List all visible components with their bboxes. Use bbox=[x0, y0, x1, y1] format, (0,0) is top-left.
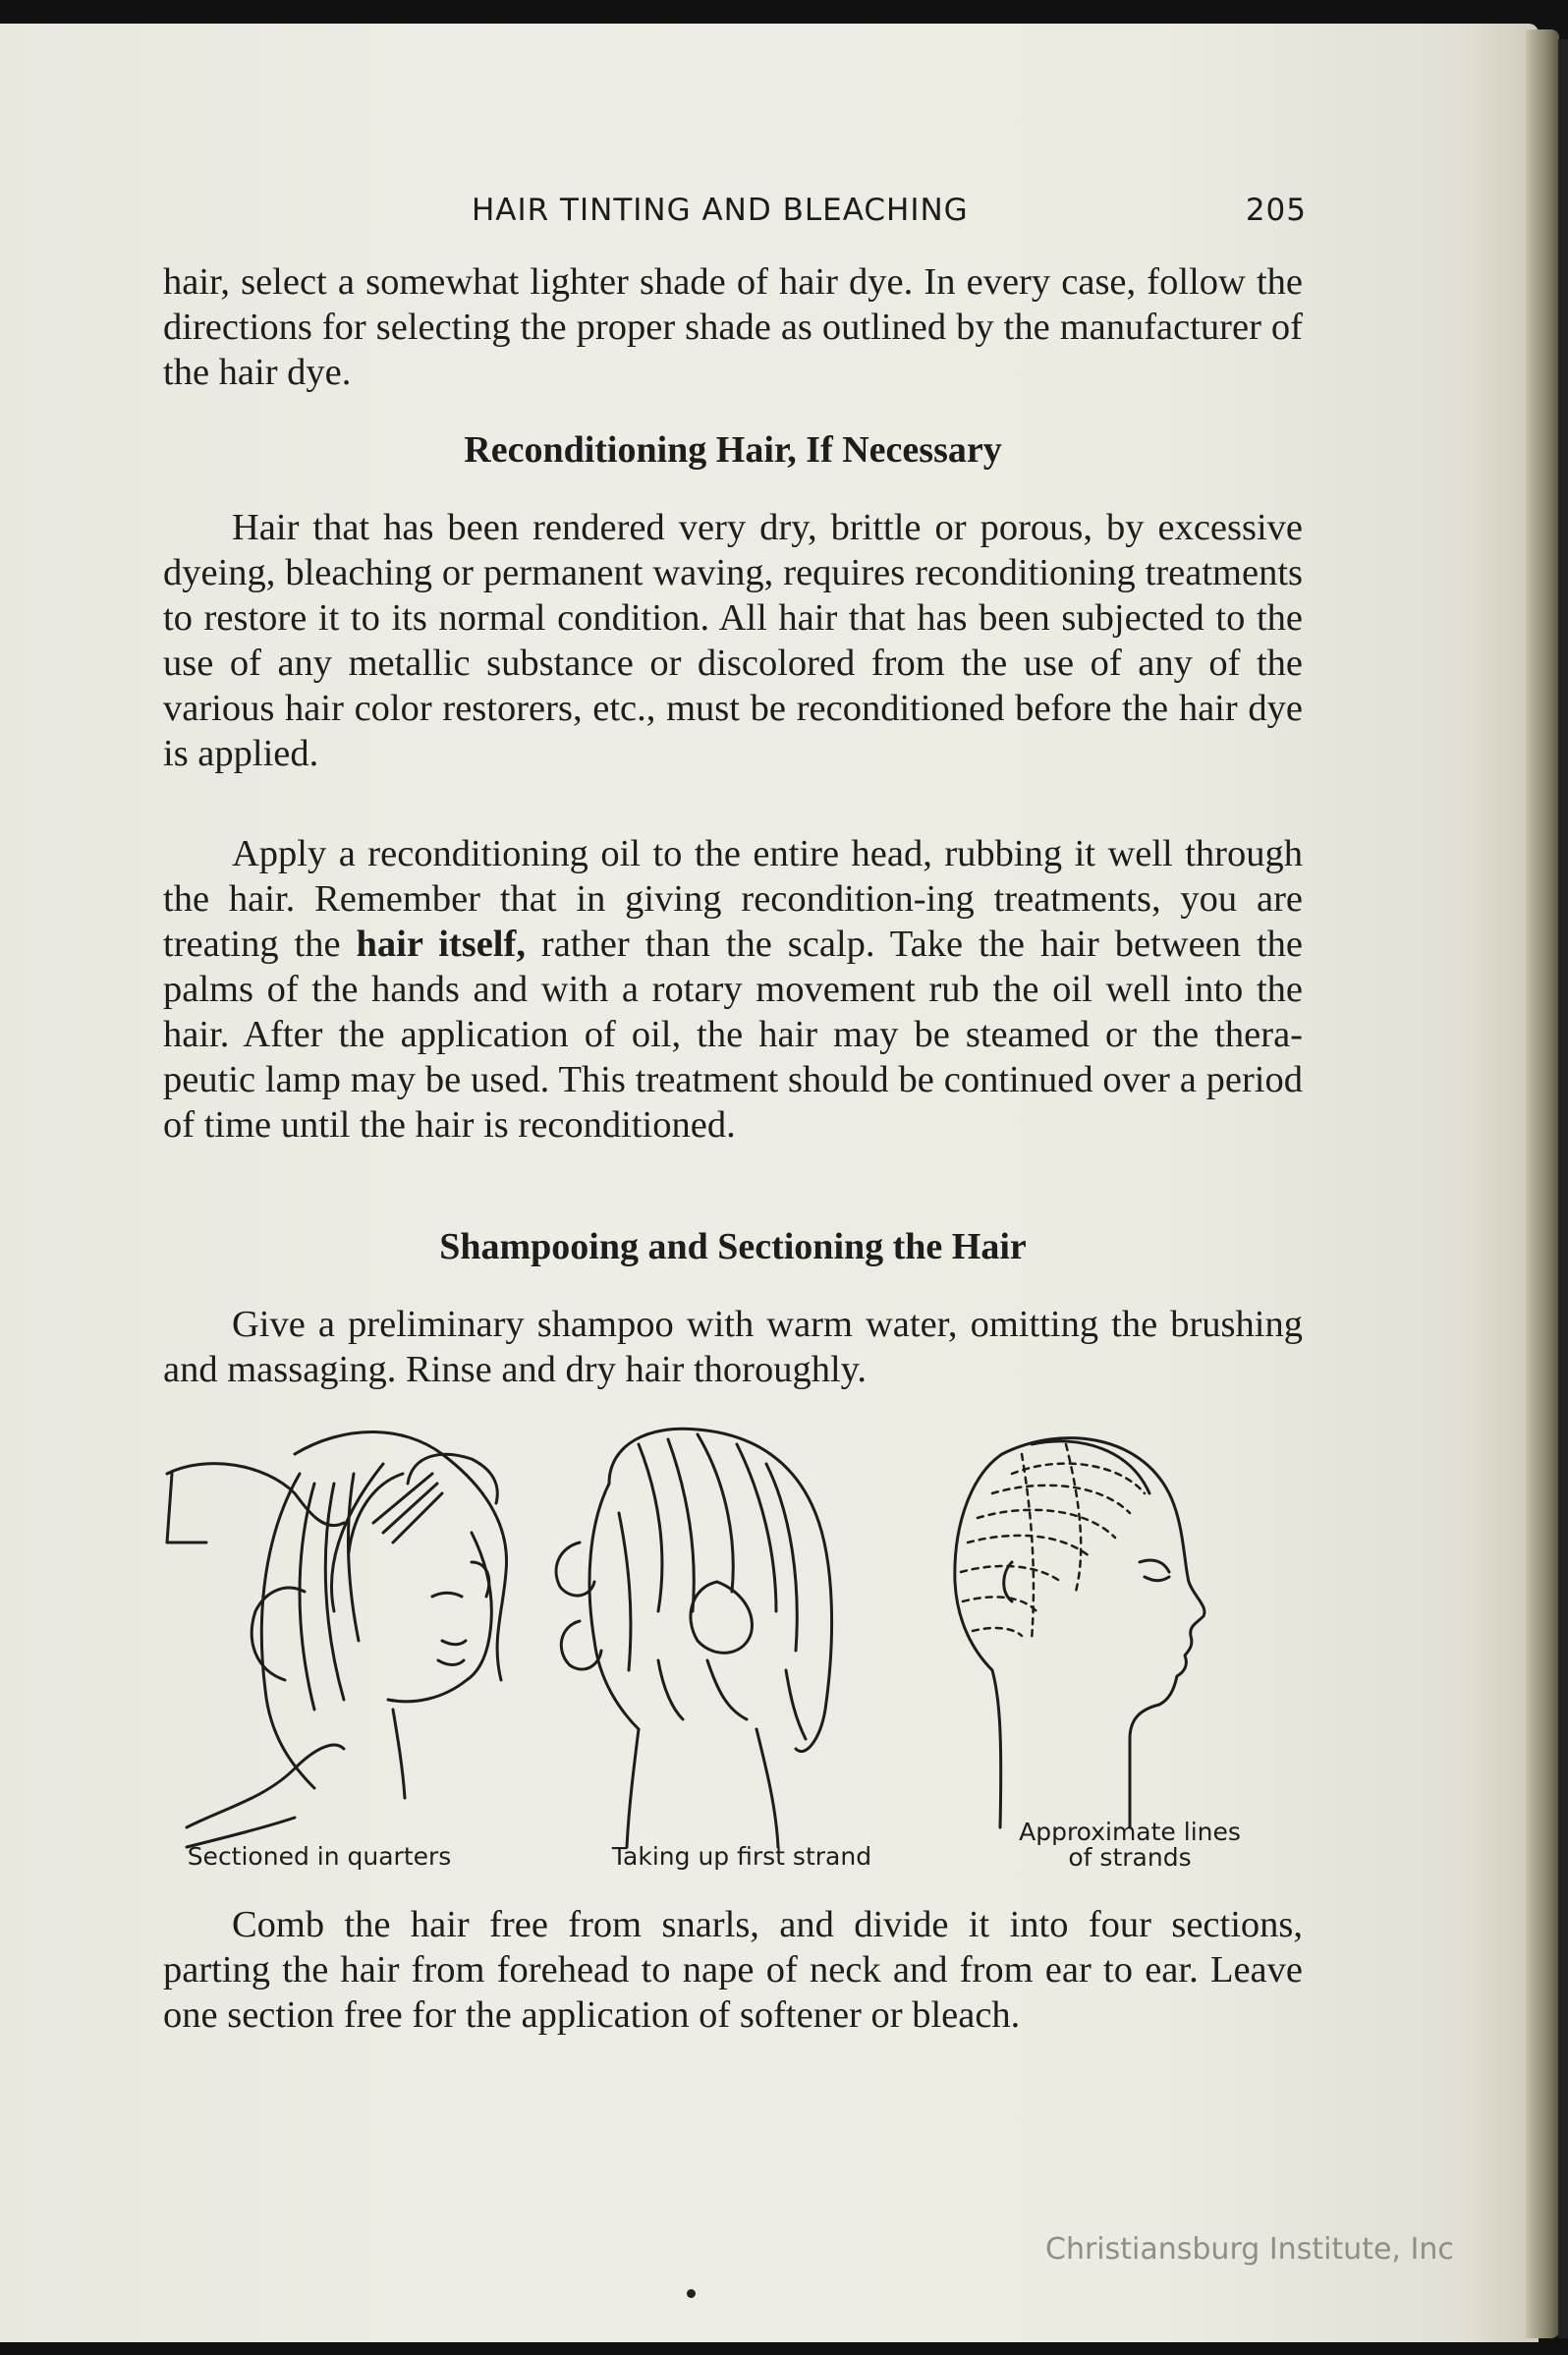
caption-strand-lines bbox=[982, 1820, 1277, 1871]
caption-line: Approximate lines bbox=[1019, 1818, 1241, 1846]
page-number: 205 bbox=[1245, 193, 1307, 228]
running-head bbox=[167, 193, 1307, 232]
paragraph-reconditioning-1: Hair that has been rendered very dry, brittle or porous, by excessive dyeing, bleaching or permanent waving, requires reconditioning treatments to restore it to its normal condition. All hair that has been subjected to the use of any metallic substance or discolored from the use of any of the various hair color restorers, etc., must be reconditioned before the hair dye is applied. bbox=[163, 507, 1303, 774]
section-heading-shampooing: Shampooing and Sectioning the Hair bbox=[439, 1226, 1027, 1267]
head-sectioned-illustration bbox=[167, 1432, 507, 1848]
head-strand-illustration bbox=[556, 1429, 831, 1847]
hair-illustrations bbox=[147, 1415, 1277, 1886]
page-speck bbox=[687, 2289, 696, 2298]
running-head-title: HAIR TINTING AND BLEACHING bbox=[472, 193, 969, 228]
emphasis-hair-itself: hair itself, bbox=[356, 924, 526, 965]
paragraph-text: rather than the scalp. Take the hair between the palms of the hands and with a rotary movement rub the oil well into the hair. After the application of oil, the hair may be steamed or the thera-peutic lamp may be used. This treatment should be continued over a period of time until the hair is reconditioned. bbox=[163, 924, 1304, 1146]
paragraph-text: Apply a reconditioning oil to the entire head, rubbing it well through the hair. Remember that in giving recondition-ing treatments, you are treating the bbox=[163, 833, 1303, 965]
paragraph-reconditioning-2 bbox=[163, 831, 1303, 1148]
illustration-group bbox=[147, 1415, 1277, 1886]
caption-line: of strands bbox=[1068, 1843, 1192, 1872]
book-spine bbox=[1526, 29, 1559, 2338]
paragraph-intro: hair, select a somewhat lighter shade of hair dye. In every case, follow the directions for selecting the proper shade as outlined by the manufacturer of the hair dye. bbox=[163, 261, 1303, 393]
caption-first-strand: Taking up first strand bbox=[611, 1842, 872, 1871]
watermark: Christiansburg Institute, Inc bbox=[1045, 2232, 1454, 2267]
page-edge bbox=[1558, 39, 1568, 2338]
paragraph-shampooing: Give a preliminary shampoo with warm water, omitting the brushing and massaging. Rinse and dry hair thoroughly. bbox=[163, 1304, 1303, 1390]
section-heading-reconditioning: Reconditioning Hair, If Necessary bbox=[464, 429, 1002, 471]
head-profile-illustration bbox=[955, 1438, 1204, 1827]
caption-sectioned: Sectioned in quarters bbox=[187, 1842, 452, 1871]
paragraph-sectioning: Comb the hair free from snarls, and divide it into four sections, parting the hair from forehead to nape of neck and from ear to ear. Leave one section free for the application of softener or bleach. bbox=[163, 1904, 1303, 2036]
